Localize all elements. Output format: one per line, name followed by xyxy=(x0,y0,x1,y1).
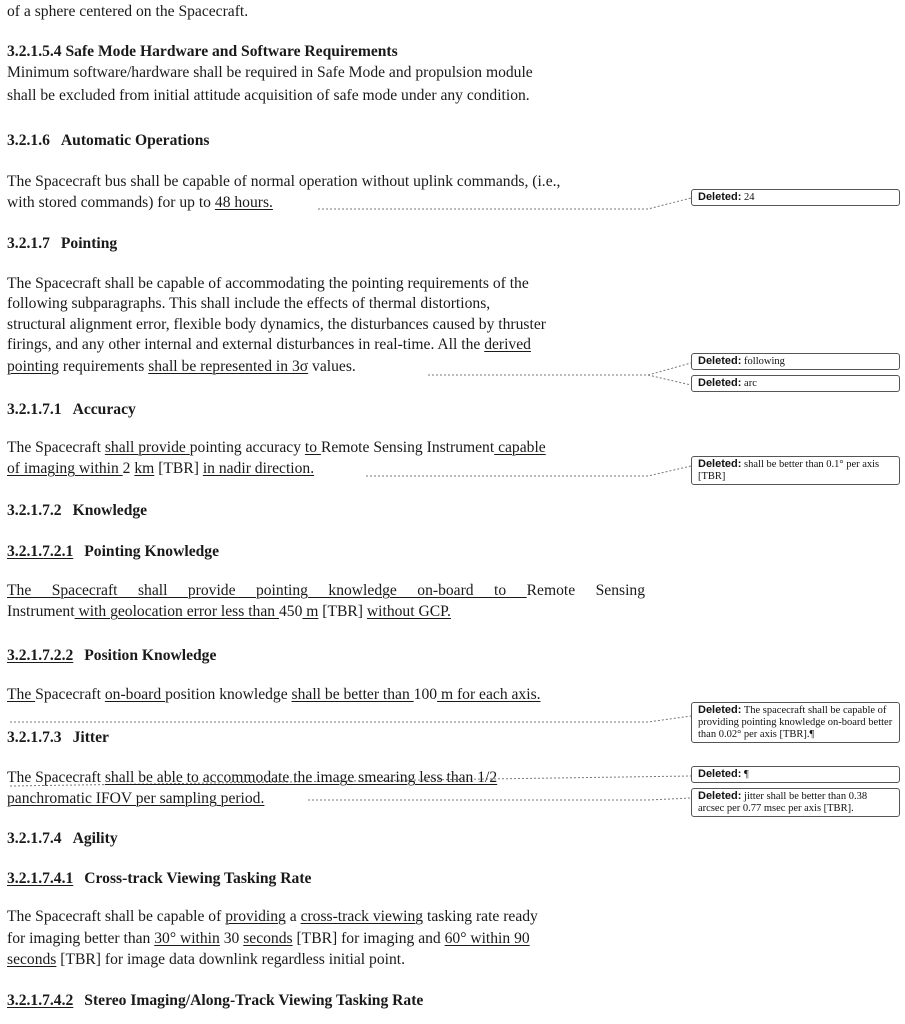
deleted-comment-balloon[interactable]: Deleted: jitter shall be better than 0.38 arcsec per 0.77 msec per axis [TBR]. xyxy=(691,788,900,817)
connector-line xyxy=(648,375,691,385)
text-line: pointing requirements shall be represented in 3σ values. xyxy=(7,358,356,375)
section-heading-3-2-1-7-3: 3.2.1.7.3 Jitter xyxy=(7,729,109,746)
section-heading-3-2-1-7-4-1: 3.2.1.7.4.1 Cross-track Viewing Tasking Rate xyxy=(7,870,312,887)
text-line: The Spacecraft bus shall be capable of normal operation without uplink commands, (i.e., xyxy=(7,173,561,190)
inserted-text: m for each axis. xyxy=(437,686,541,703)
inserted-text: capable xyxy=(494,439,546,456)
text-line: with stored commands) for up to 48 hours. xyxy=(7,194,273,211)
section-heading-3-2-1-7: 3.2.1.7 Pointing xyxy=(7,235,118,252)
inserted-text: cross-track viewing xyxy=(300,908,424,925)
inserted-text: m xyxy=(302,603,319,620)
text-line: Minimum software/hardware shall be required in Safe Mode and propulsion module xyxy=(7,64,533,81)
text-line: seconds [TBR] for image data downlink regardless initial point. xyxy=(7,951,405,968)
deleted-comment-balloon[interactable]: Deleted: The spacecraft shall be capable of providing pointing knowledge on-board better than 0.02° per axis [TBR].¶ xyxy=(691,702,900,743)
inserted-text: to xyxy=(304,439,321,456)
text-line: following subparagraphs. This shall include the effects of thermal distortions, xyxy=(7,295,491,312)
section-heading-3-2-1-7-1: 3.2.1.7.1 Accuracy xyxy=(7,401,136,418)
inserted-text: 48 xyxy=(214,194,231,211)
section-heading-3-2-1-5-4: 3.2.1.5.4 Safe Mode Hardware and Software Requirements xyxy=(7,43,398,60)
deleted-comment-balloon[interactable]: Deleted: ¶ xyxy=(691,766,900,783)
text-line: for imaging better than 30° within 30 seconds [TBR] for imaging and 60° within 90 xyxy=(7,930,530,947)
inserted-text: shall be better than xyxy=(291,686,414,703)
text-line: firings, and any other internal and external disturbances in real-time. All the derived xyxy=(7,336,531,353)
section-heading-3-2-1-7-4: 3.2.1.7.4 Agility xyxy=(7,830,118,847)
connector-line xyxy=(10,716,691,722)
inserted-text: The Spacecraft shall provide pointing knowledge on-board to xyxy=(7,582,527,599)
inserted-text: without GCP. xyxy=(366,603,451,620)
text-line: The Spacecraft shall be capable of providing a cross-track viewing tasking rate ready xyxy=(7,908,538,925)
deleted-comment-balloon[interactable]: Deleted: arc xyxy=(691,375,900,392)
section-heading-3-2-1-7-2-1: 3.2.1.7.2.1 Pointing Knowledge xyxy=(7,543,220,560)
inserted-text: of imaging within xyxy=(7,460,123,477)
inserted-text: 30° within xyxy=(154,930,220,947)
section-heading-3-2-1-7-4-2: 3.2.1.7.4.2 Stereo Imaging/Along-Track Viewing Tasking Rate xyxy=(7,992,424,1009)
text-line: of a sphere centered on the Spacecraft. xyxy=(7,3,249,20)
inserted-text: derived xyxy=(484,336,531,353)
text-line: The Spacecraft shall provide pointing knowledge on-board to Remote Sensing xyxy=(7,582,645,599)
deleted-comment-balloon[interactable]: Deleted: shall be better than 0.1° per axis [TBR] xyxy=(691,456,900,485)
section-heading-3-2-1-6: 3.2.1.6 Automatic Operations xyxy=(7,132,210,149)
section-heading-3-2-1-7-2-2: 3.2.1.7.2.2 Position Knowledge xyxy=(7,647,217,664)
connector-line xyxy=(428,363,691,375)
text-line: The Spacecraft shall be capable of accommodating the pointing requirements of the xyxy=(7,275,529,292)
inserted-text: shall provide xyxy=(104,439,190,456)
connector-line xyxy=(308,798,691,800)
section-heading-3-2-1-7-2: 3.2.1.7.2 Knowledge xyxy=(7,502,148,519)
deleted-comment-balloon[interactable]: Deleted: 24 xyxy=(691,189,900,206)
inserted-text: seconds xyxy=(7,951,57,968)
inserted-text: on-board xyxy=(104,686,166,703)
text-line: shall be excluded from initial attitude acquisition of safe mode under any condition. xyxy=(7,87,530,104)
inserted-text: shall be able to accommodate the image smearing less than 1/2 xyxy=(104,769,498,786)
inserted-text: The xyxy=(7,686,36,703)
inserted-text: shall be represented in 3σ xyxy=(148,358,309,375)
text-line: of imaging within 2 km [TBR] in nadir direction. xyxy=(7,460,315,477)
text-line: The Spacecraft shall be able to accommodate the image smearing less than 1/2 xyxy=(7,769,498,786)
text-line: structural alignment error, flexible body dynamics, the disturbances caused by thruster xyxy=(7,316,546,333)
text-line: The Spacecraft on-board position knowledge shall be better than 100 m for each axis. xyxy=(7,686,541,703)
connector-line xyxy=(318,198,691,209)
deleted-comment-balloon[interactable]: Deleted: following xyxy=(691,353,900,370)
inserted-text: providing xyxy=(225,908,286,925)
text-line xyxy=(7,789,264,809)
inserted-text: km xyxy=(134,460,155,477)
text-line: The Spacecraft shall provide pointing accuracy to Remote Sensing Instrument capable xyxy=(7,439,546,456)
text-line: Instrument with geolocation error less than 450 m [TBR] without GCP. xyxy=(7,603,451,620)
inserted-text: seconds xyxy=(243,930,293,947)
inserted-text: 60° within xyxy=(444,930,511,947)
inserted-text: in nadir direction. xyxy=(202,460,315,477)
connector-line xyxy=(366,466,691,476)
inserted-text: panchromatic IFOV per sampling period. xyxy=(7,790,265,807)
inserted-text: with geolocation error less than xyxy=(74,603,279,620)
inserted-text: pointing xyxy=(7,358,59,375)
